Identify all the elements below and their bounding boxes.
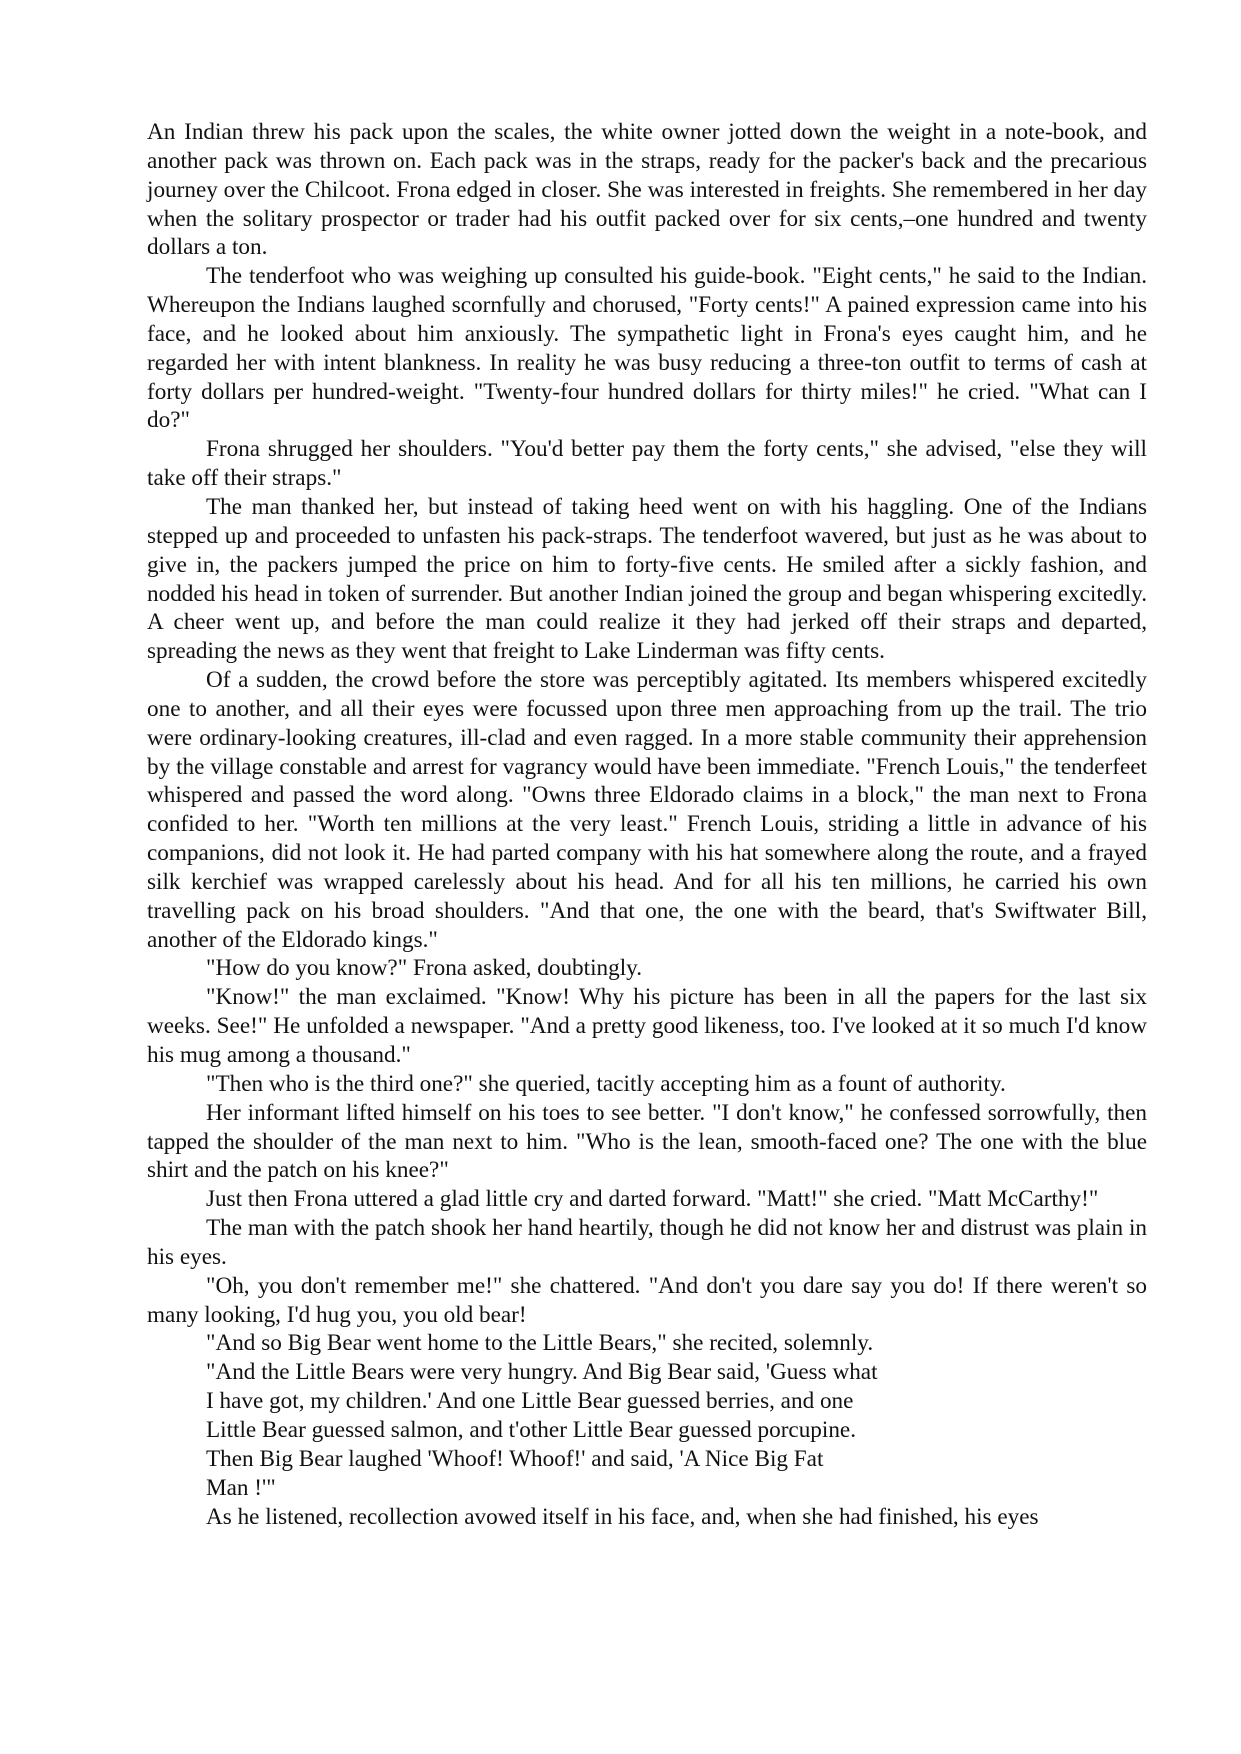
paragraph-big-bear-recital: "And so Big Bear went home to the Little Bears," she recited, solemnly. — [206, 1330, 874, 1357]
poem-line: Then Big Bear laughed 'Whoof! Whoof!' and said, 'A Nice Big Fat — [206, 1445, 824, 1472]
poem-line: "And the Little Bears were very hungry. And Big Bear said, 'Guess what — [206, 1359, 878, 1386]
paragraph-remember-me: "Oh, you don't remember me!" she chattered. "And don't you dare say you do! If there weren't so many looking, I'd hug you, you old bear! — [147, 1272, 1147, 1328]
poem-line: Man !'" — [206, 1474, 276, 1501]
paragraph-haggling: The man thanked her, but instead of taking heed went on with his haggling. One of the Indians stepped up and proceeded to unfasten his pack-straps. The tenderfoot wavered, but just as he was about to give in, the packers jumped the price on him to forty-five cents. He smiled after a sickly fashion, and nodded his head in token of surrender. But another Indian joined the group and began whispering excitedly. A cheer went up, and before the man could realize it they had jerked off their straps and departed, spreading the news as they went that freight to Lake Linderman was fifty cents. — [147, 493, 1147, 665]
paragraph-recollection: As he listened, recollection avowed itself in his face, and, when she had finished, his eyes — [206, 1503, 1039, 1530]
paragraph-man-with-patch: The man with the patch shook her hand heartily, though he did not know her and distrust was plain in his eyes. — [147, 1215, 1147, 1270]
poem-line: Little Bear guessed salmon, and t'other Little Bear guessed porcupine. — [206, 1416, 857, 1443]
paragraph-informant: Her informant lifted himself on his toes to see better. "I don't know," he confessed sorrowfully, then tapped the shoulder of the man next to him. "Who is the lean, smooth-faced one? The one with the blue shirt and the patch on his knee?" — [147, 1099, 1147, 1184]
paragraph-indian-scales: An Indian threw his pack upon the scales, the white owner jotted down the weight in a note-book, and another pack was thrown on. Each pack was in the straps, ready for the packer's back and the precarious journey over the Chilcoot. Frona edged in closer. She was interested in freights. She remembered in her day when the solitary prospector or trader had his outfit packed over for six cents,–one hundred and twenty dollars a ton. — [147, 119, 1147, 261]
document-page — [147, 118, 1147, 1531]
paragraph-know-exclaimed: "Know!" the man exclaimed. "Know! Why his picture has been in all the papers for the last six weeks. See!" He unfolded a newspaper. "And a pretty good likeness, too. I've looked at it so much I'd know his mug among a thousand." — [147, 984, 1147, 1068]
paragraph-tenderfoot-weighing: The tenderfoot who was weighing up consulted his guide-book. "Eight cents," he said to the Indian. Whereupon the Indians laughed scornfully and chorused, "Forty cents!" A pained expression came into his face, and he looked about him anxiously. The sympathetic light in Frona's eyes caught him, and he regarded her with intent blankness. In reality he was busy reducing a three-ton outfit to terms of cash at forty dollars per hundred-weight. "Twenty-four hundred dollars for thirty miles!" he cried. "What can I do?" — [147, 263, 1147, 434]
paragraph-third-one: "Then who is the third one?" she queried, tacitly accepting him as a fount of authority. — [206, 1070, 1006, 1097]
paragraph-frona-advice: Frona shrugged her shoulders. "You'd better pay them the forty cents," she advised, "else they will take off their straps." — [147, 436, 1147, 492]
paragraph-crowd-agitated: Of a sudden, the crowd before the store was perceptibly agitated. Its members whispered excitedly one to another, and all their eyes were focussed upon three men approaching from up the trail. The trio were ordinary-looking creatures, ill-clad and even ragged. In a more stable community their apprehension by the village constable and arrest for vagrancy would have been immediate. "French Louis," the tenderfeet whispered and passed the word along. "Owns three Eldorado claims in a block," the man next to Frona confided to her. "Worth ten millions at the very least." French Louis, striding a little in advance of his companions, did not look it. He had parted company with his hat somewhere along the route, and a frayed silk kerchief was wrapped carelessly about his head. And for all his ten millions, he carried his own travelling pack on his broad shoulders. "And that one, the one with the beard, that's Swiftwater Bill, another of the Eldorado kings." — [147, 667, 1147, 953]
paragraph-how-do-you-know: "How do you know?" Frona asked, doubtingly. — [206, 955, 643, 982]
paragraph-matt-mccarthy: Just then Frona uttered a glad little cry and darted forward. "Matt!" she cried. "Matt McCarthy!" — [206, 1186, 1099, 1213]
poem-block — [147, 1358, 1147, 1502]
poem-line: I have got, my children.' And one Little Bear guessed berries, and one — [206, 1388, 854, 1415]
